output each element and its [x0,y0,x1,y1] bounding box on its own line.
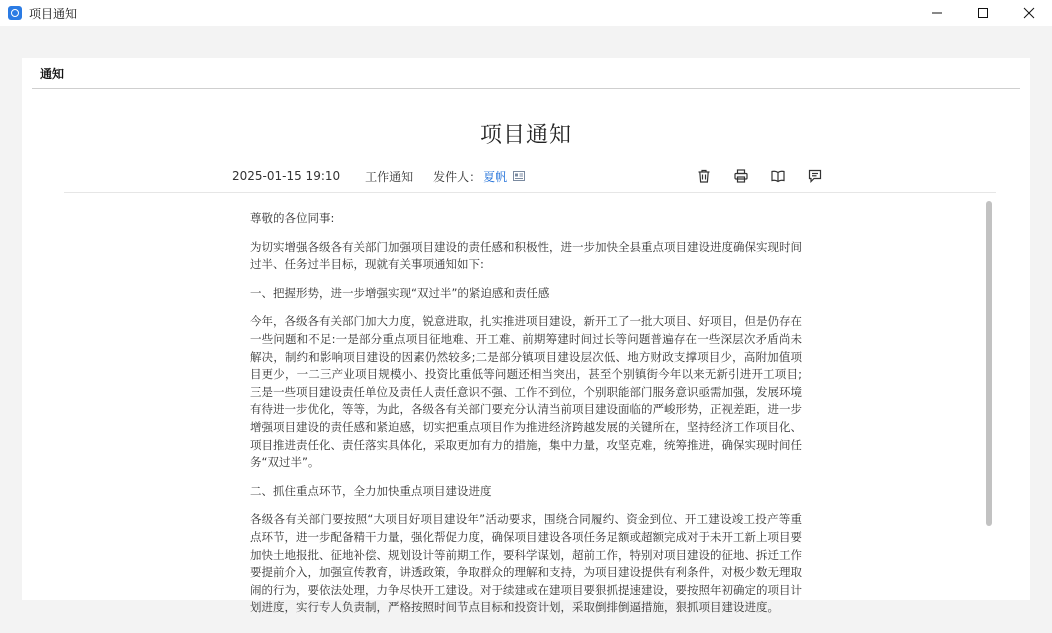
notice-category: 工作通知 [365,169,414,184]
tab-notice[interactable] [32,58,1020,89]
notice-body [250,210,802,615]
notice-meta [232,167,525,185]
maximize-icon[interactable] [960,0,1006,26]
close-icon[interactable] [1006,0,1052,26]
body-paragraph: 为切实增强各级各有关部门加强项目建设的责任感和积极性，进一步加快全县重点项目建设进度确保实现时间过半、任务过半目标，现就有关事项通知如下: [250,239,802,272]
body-paragraph: 一、把握形势，进一步增强实现“双过半”的紧迫感和责任感 [250,285,550,300]
window-title: 项目通知 [29,6,78,21]
window-titlebar [0,0,1052,26]
body-paragraph: 今年，各级各有关部门加大力度，锐意进取，扎实推进项目建设，新开工了一批大项目、好项目，但是仍存在一些问题和不足:一是部分重点项目征地难、开工难、前期筹建时间过长等问题普遍存在一些深层次矛盾尚未解决，制约和影响项目建设的因素仍然较多;二是部分镇项目建设层次低、地方财政支撑项目少，高附加值项目更少，一二三产业项目规模小、投资比重低等问题还相当突出，甚至个别镇街今年以来无新引进开工项目;三是一些项目建设责任单位及责任人责任意识不强、工作不到位，个别职能部门服务意识亟需加强，发展环境有待进一步优化，等等，为此，各级各有关部门要充分认清当前项目建设面临的严峻形势，正视差距，进一步增强项目建设的责任感和紧迫感，切实把重点项目作为推进经济跨越发展的关键所在，坚持经济工作项目化、项目推进责任化、责任落实具体化，采取更加有力的措施，集中力量，攻坚克难，统筹推进，确保实现时间任务“双过半”。 [250,314,802,470]
notice-actions [694,166,842,186]
tab-label: 通知 [40,66,65,81]
sender-label: 发件人： [433,169,482,184]
notice-panel [22,58,1030,615]
contact-card-icon[interactable] [513,171,525,181]
notice-date: 2025-01-15 19:10 [232,169,341,183]
minimize-icon[interactable] [914,0,960,26]
sender-name-link[interactable]: 夏帆 [483,169,508,184]
book-icon[interactable] [768,166,788,186]
printer-icon[interactable] [731,166,751,186]
window-controls [914,0,1052,26]
body-paragraph: 二、抓住重点环节，全力加快重点项目建设进度 [250,483,492,498]
comment-icon[interactable] [805,166,825,186]
trash-icon[interactable] [694,166,714,186]
body-paragraph: 各级各有关部门要按照“大项目好项目建设年”活动要求，围绕合同履约、资金到位、开工建设竣工投产等重点环节，进一步配备精干力量，强化帮促力度，确保项目建设各项任务足额或超额完成对于未开工新上项目要加快土地报批、征地补偿、规划设计等前期工作，要科学谋划，超前工作，特别对项目建设的征地、拆迁工作要提前介入，加强宣传教育，讲透政策，争取群众的理解和支持，为项目建设提供有利条件，对极少数无理取闹的行为，要依法处理，力争尽快开工建设。对于续建或在建项目要狠抓提速建设，要按照年初确定的项目计划进度，实行专人负责制，严格按照时间节点目标和投资计划，采取倒排倒逼措施，狠抓项目建设进度。 [250,512,802,615]
scrollbar-thumb[interactable] [986,201,992,526]
app-icon [8,6,22,20]
divider [64,192,996,193]
body-paragraph: 尊敬的各位同事: [250,211,335,225]
notice-title: 项目通知 [479,123,572,148]
